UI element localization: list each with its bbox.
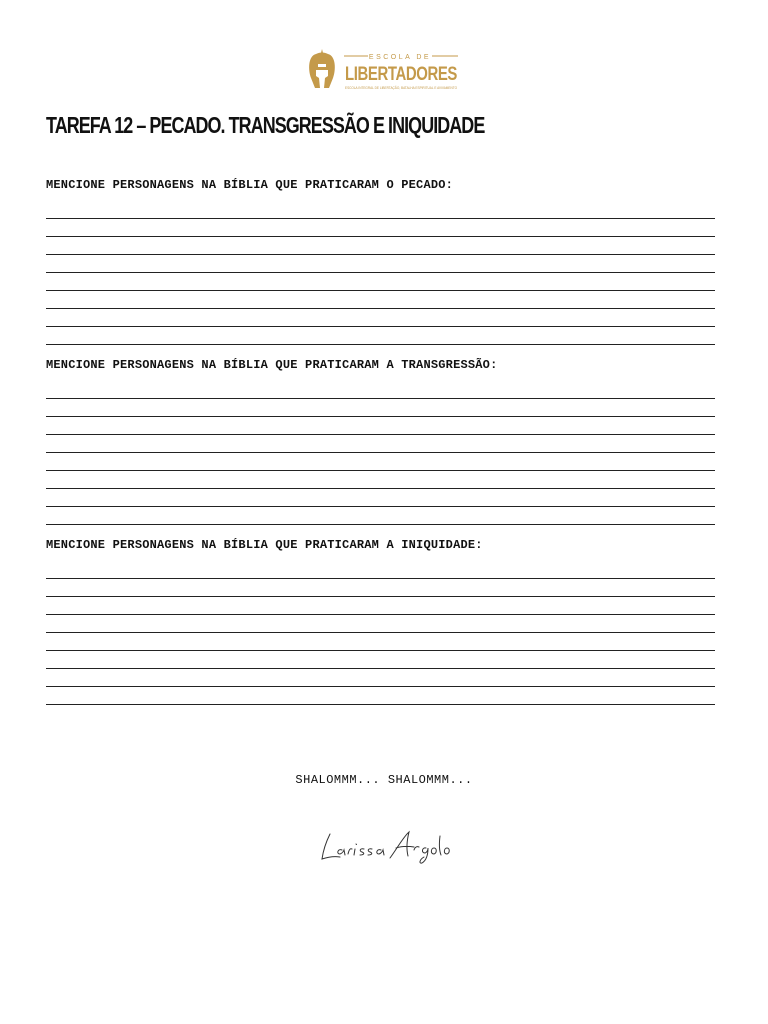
answer-lines-iniquity[interactable] xyxy=(46,561,715,705)
answer-line[interactable] xyxy=(46,651,715,669)
answer-line[interactable] xyxy=(46,489,715,507)
answer-line[interactable] xyxy=(46,237,715,255)
answer-line[interactable] xyxy=(46,633,715,651)
answer-line[interactable] xyxy=(46,579,715,597)
answer-line[interactable] xyxy=(46,273,715,291)
answer-line[interactable] xyxy=(46,453,715,471)
answer-line[interactable] xyxy=(46,687,715,705)
answer-line[interactable] xyxy=(46,597,715,615)
answer-line[interactable] xyxy=(46,507,715,525)
answer-lines-transgression[interactable] xyxy=(46,381,715,525)
answer-line[interactable] xyxy=(46,417,715,435)
answer-line[interactable] xyxy=(46,291,715,309)
answer-line[interactable] xyxy=(46,309,715,327)
answer-line[interactable] xyxy=(46,201,715,219)
svg-text:LIBERTADORES: LIBERTADORES xyxy=(345,64,457,85)
signature xyxy=(316,826,450,866)
answer-line[interactable] xyxy=(46,471,715,489)
svg-text:ESCOLA DE: ESCOLA DE xyxy=(368,54,432,61)
school-logo xyxy=(306,48,475,96)
question-iniquity: MENCIONE PERSONAGENS NA BÍBLIA QUE PRATICARAM A INIQUIDADE: xyxy=(46,538,483,552)
answer-line[interactable] xyxy=(46,615,715,633)
answer-line[interactable] xyxy=(46,669,715,687)
page-title: TAREFA 12 – PECADO. TRANSGRESSÃO E INIQUIDADE xyxy=(46,112,485,138)
spartan-helmet-icon xyxy=(306,48,475,96)
svg-text:ESCOLA INTEGRAL DE LIBERTAÇÃO,: ESCOLA INTEGRAL DE LIBERTAÇÃO, BATALHA ESPIRITUAL E AVIVAMENTO xyxy=(345,86,475,90)
answer-line[interactable] xyxy=(46,561,715,579)
closing-greeting: SHALOMMM... SHALOMMM... xyxy=(295,773,473,787)
answer-line[interactable] xyxy=(46,435,715,453)
answer-line[interactable] xyxy=(46,327,715,345)
question-transgression: MENCIONE PERSONAGENS NA BÍBLIA QUE PRATICARAM A TRANSGRESSÃO: xyxy=(46,358,498,372)
answer-line[interactable] xyxy=(46,381,715,399)
question-sin: MENCIONE PERSONAGENS NA BÍBLIA QUE PRATICARAM O PECADO: xyxy=(46,178,454,192)
answer-line[interactable] xyxy=(46,219,715,237)
answer-line[interactable] xyxy=(46,399,715,417)
answer-lines-sin[interactable] xyxy=(46,201,715,345)
answer-line[interactable] xyxy=(46,255,715,273)
